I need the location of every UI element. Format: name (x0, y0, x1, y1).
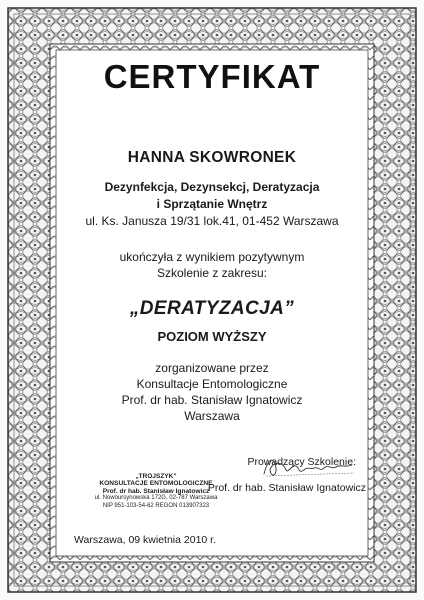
certificate-body (58, 52, 366, 554)
signer-name: Prof. dr hab. Stanisław Ignatowicz (207, 482, 366, 494)
organizer-name: Konsultacje Entomologiczne (136, 377, 288, 391)
stamp-line-1: „TROJSZYK” (135, 473, 177, 480)
company-name-line-2: i Sprzątanie Wnętrz (156, 197, 268, 211)
organization-stamp (76, 473, 236, 510)
recipient-name: HANNA SKOWRONEK (127, 149, 297, 166)
certificate-title: CERTYFIKAT (103, 58, 321, 95)
organizer-city: Warszawa (184, 409, 240, 423)
place-and-date: Warszawa, 09 kwietnia 2010 r. (74, 534, 217, 546)
completion-text-1: ukończyła z wynikiem pozytywnym (119, 250, 305, 264)
completion-text-2: Szkolenie z zakresu: (156, 266, 268, 280)
organizer-text-1: zorganizowane przez (155, 361, 269, 375)
stamp-line-3: Prof. dr hab. Stanisław Ignatowicz (102, 487, 210, 495)
course-level: POZIOM WYŻSZY (157, 329, 267, 344)
signature-label: Prowadzący Szkolenie: (247, 456, 356, 468)
company-name-line-1: Dezynfekcja, Dezynsekcj, Deratyzacja (104, 180, 320, 194)
stamp-line-2: KONSULTACJE ENTOMOLOGICZNE (99, 480, 213, 488)
organizer-person: Prof. dr hab. Stanisław Ignatowicz (121, 393, 303, 407)
stamp-line-5: NIP 951-103-54-62 REGON 013907323 (102, 502, 210, 509)
company-address: ul. Ks. Janusza 19/31 lok.41, 01-452 Warszawa (85, 214, 339, 228)
course-title: „DERATYZACJA” (129, 298, 295, 319)
handwritten-signature (258, 452, 358, 482)
stamp-line-4: ul. Nowoursynowska 172G, 02-787 Warszawa (94, 495, 218, 502)
